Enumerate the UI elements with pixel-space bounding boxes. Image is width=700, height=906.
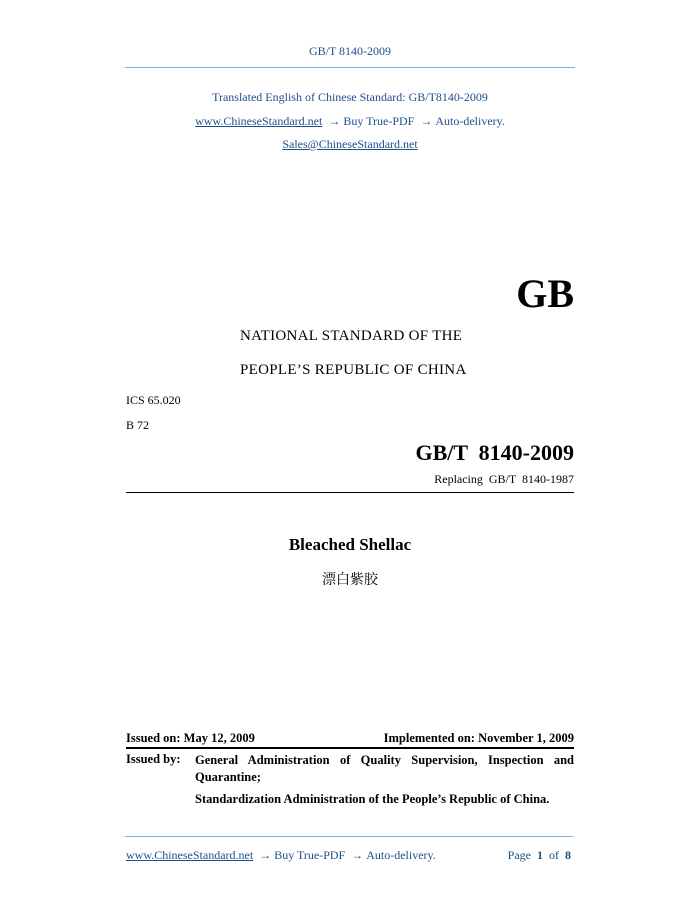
arrow-right-icon: → [420, 114, 433, 128]
standard-number: GB/T 8140-2009 [415, 440, 574, 465]
implemented-on: Implemented on: November 1, 2009 [383, 731, 574, 745]
national-standard-line1: NATIONAL STANDARD OF THE [240, 328, 463, 344]
gb-logo: GB [516, 271, 574, 316]
ics-code: ICS 65.020 [126, 393, 181, 407]
standard-divider [126, 492, 574, 493]
issue-divider [126, 747, 574, 749]
banner-delivery-text: Auto-delivery. [435, 114, 505, 128]
banner-email-link[interactable]: Sales@ChineseStandard.net [282, 137, 418, 151]
arrow-right-icon: → [328, 114, 341, 128]
footer-delivery-text: Auto-delivery. [366, 848, 436, 862]
of-label: of [549, 848, 559, 862]
banner-buy-text: Buy True-PDF [343, 114, 415, 128]
issuer-2: Standardization Administration of the People’s Republic of China. [195, 792, 550, 806]
arrow-right-icon: → [259, 848, 272, 862]
title-chinese: 漂白紫胶 [322, 572, 378, 588]
page-indicator [508, 848, 571, 863]
replacing-note: Replacing GB/T 8140-1987 [434, 472, 574, 486]
issuer-1: General Administration of Quality Supervision, Inspection and Quarantine; [195, 753, 574, 784]
footer-buy-text: Buy True-PDF [274, 848, 346, 862]
title-english: Bleached Shellac [288, 535, 412, 554]
footer-divider [125, 836, 573, 837]
class-code: B 72 [126, 418, 150, 432]
arrow-right-icon: → [351, 848, 364, 862]
page-label: Page [507, 848, 531, 862]
header-doc-code: GB/T 8140-2009 [308, 44, 392, 58]
national-standard-line2: PEOPLE’S REPUBLIC OF CHINA [240, 362, 467, 378]
header-divider [125, 67, 575, 68]
banner-email-line [0, 137, 700, 152]
banner-translation-line: Translated English of Chinese Standard: GB/T8140-2009 [212, 90, 488, 104]
banner-site-link[interactable]: www.ChineseStandard.net [195, 114, 323, 128]
footer-site-link[interactable]: www.ChineseStandard.net [126, 848, 254, 862]
page-total: 8 [565, 848, 571, 862]
issued-on: Issued on: May 12, 2009 [126, 731, 255, 745]
page-number: 1 [537, 848, 543, 862]
issued-by-label: Issued by: [126, 752, 181, 766]
banner-links-line [0, 114, 700, 129]
footer-links [126, 848, 436, 863]
